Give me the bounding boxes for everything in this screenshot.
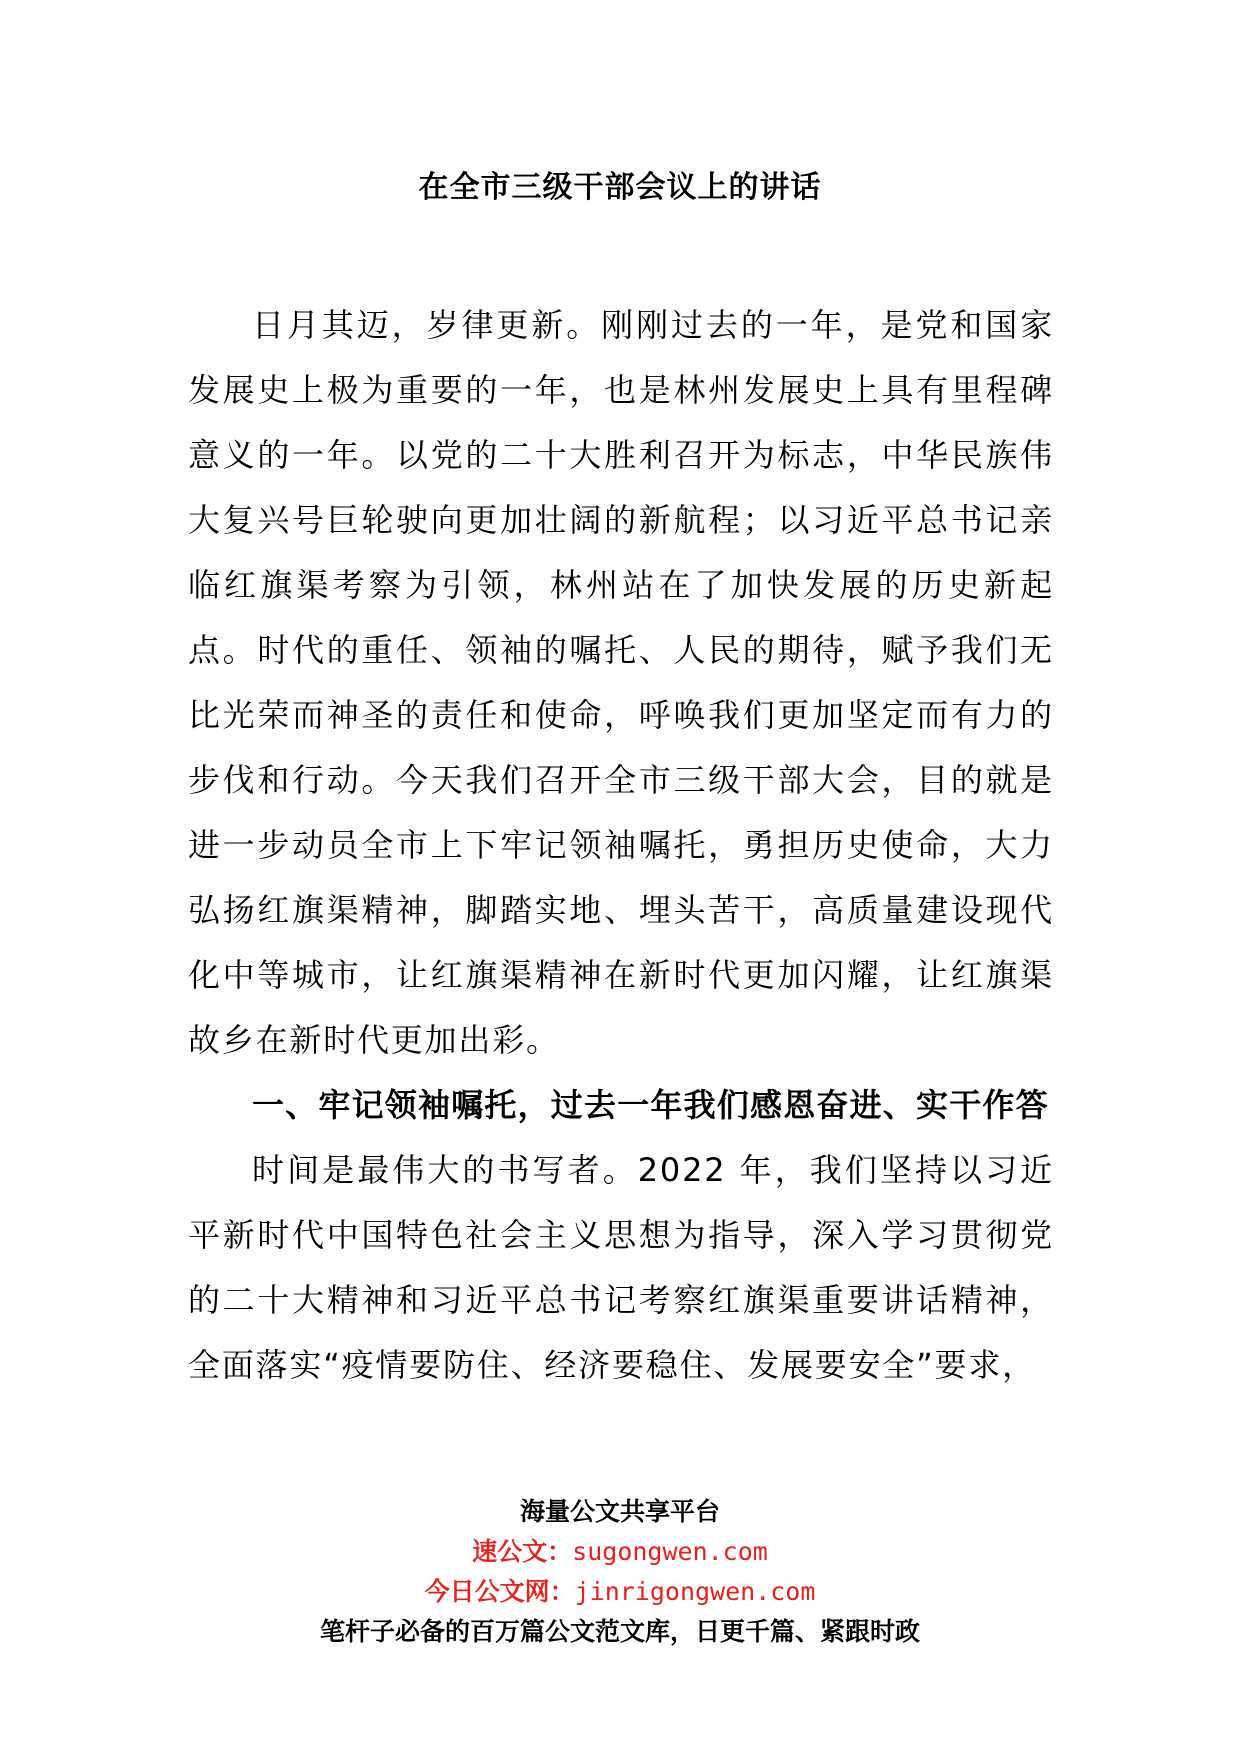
footer-slogan: 笔杆子必备的百万篇公文范文库，日更千篇、紧跟时政	[319, 1617, 920, 1646]
footer-sugongwen-label: 速公文：	[472, 1537, 573, 1566]
footer-jinrigongwen-label: 今日公文网：	[424, 1577, 575, 1606]
section-heading-1: 一、牢记领袖嘱托，过去一年我们感恩奋进、实干作答	[252, 1086, 1049, 1124]
footer-sugongwen-line	[0, 1532, 1240, 1572]
footer-jinrigongwen-link[interactable]: jinrigongwen.com	[574, 1577, 816, 1606]
footer-jinrigongwen-line	[0, 1572, 1240, 1612]
document-title: 在全市三级干部会议上的讲话	[418, 170, 822, 205]
paragraph-section-1: 时间是最伟大的书写者。2022 年，我们坚持以习近平新时代中国特色社会主义思想为指导，深入学习贯彻党的二十大精神和习近平总书记考察红旗渠重要讲话精神，全面落实“疫情要防住、经济要稳住、发展要安全”要求，	[188, 1151, 1054, 1384]
footer-platform-name: 海量公文共享平台	[519, 1497, 720, 1526]
document-body	[188, 293, 1054, 1398]
paragraph-intro: 日月其迈，岁律更新。刚刚过去的一年，是党和国家发展史上极为重要的一年，也是林州发展史上具有里程碑意义的一年。以党的二十大胜利召开为标志，中华民族伟大复兴号巨轮驶向更加壮阔的新航程；以习近平总书记亲临红旗渠考察为引领，林州站在了加快发展的历史新起点。时代的重任、领袖的嘱托、人民的期待，赋予我们无比光荣而神圣的责任和使命，呼唤我们更加坚定而有力的步伐和行动。今天我们召开全市三级干部大会，目的就是进一步动员全市上下牢记领袖嘱托，勇担历史使命，大力弘扬红旗渠精神，脚踏实地、埋头苦干，高质量建设现代化中等城市，让红旗渠精神在新时代更加闪耀，让红旗渠故乡在新时代更加出彩。	[188, 306, 1054, 1059]
footer-watermark	[0, 1492, 1240, 1652]
footer-sugongwen-link[interactable]: sugongwen.com	[572, 1537, 768, 1566]
